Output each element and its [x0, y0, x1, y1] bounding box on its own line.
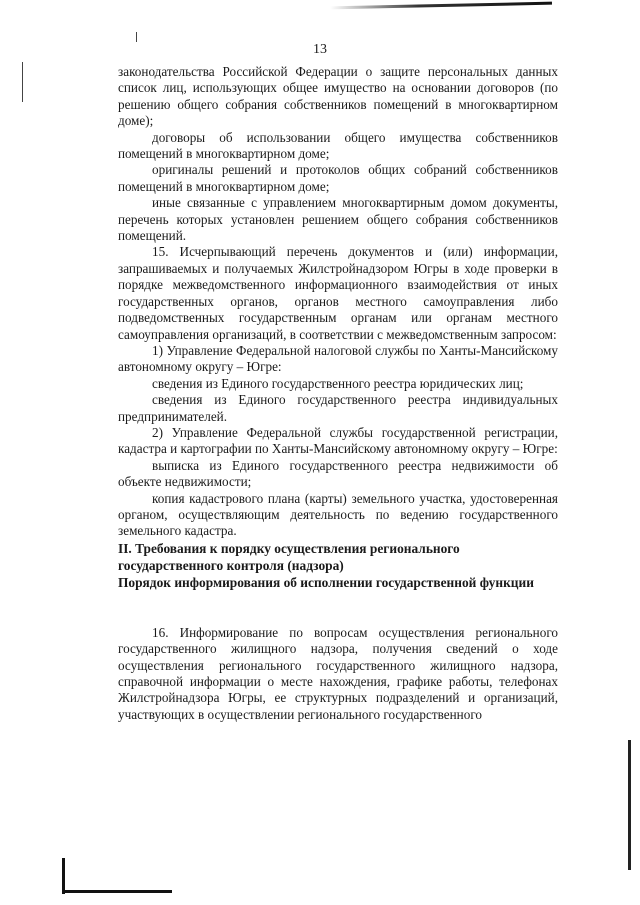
- paragraph: 2) Управление Федеральной службы государственной регистрации, кадастра и картографии по Ханты-Мансийскому автономному округу – Югре:: [118, 424, 558, 457]
- paragraph: сведения из Единого государственного реестра юридических лиц;: [152, 375, 524, 391]
- paragraph: оригиналы решений и протоколов общих собраний собственников помещений в многоквартирном доме;: [118, 162, 558, 194]
- section-heading-line2: государственного контроля (надзора): [118, 557, 344, 573]
- paragraph: законодательства Российской Федерации о защите персональных данных список лиц, использующих общее имущество на основании договоров (по решению общего собрания собственников помещений в многоквартирном доме);: [118, 64, 558, 129]
- paragraph-16: 16. Информирование по вопросам осуществления регионального государственного жилищного надзора, получения сведений о ходе осуществления регионального государственного жилищного надзора, справочной информации о месте нахождения, графике работы, телефонах Жилстройнадзора Югры, ее структурных подразделений и организаций, участвующих в осуществлении регионального государственного: [118, 624, 558, 722]
- section-heading-line1: II. Требования к порядку осуществления регионального: [118, 540, 460, 556]
- paragraph: договоры об использовании общего имущества собственников помещений в многоквартирном доме;: [118, 129, 558, 162]
- paragraph: сведения из Единого государственного реестра индивидуальных предпринимателей.: [118, 392, 558, 424]
- document-body: [118, 64, 558, 723]
- paragraph: выписка из Единого государственного реестра недвижимости об объекте недвижимости;: [118, 457, 558, 490]
- paragraph-15: 15. Исчерпывающий перечень документов и (или) информации, запрашиваемых и получаемых Жилстройнадзором Югры в ходе проверки в порядке межведомственного информационного взаимодействия от иных государственных органов, органов местного самоуправления либо подведомственных государственным органам или органам местного самоуправления организаций, в соответствии с межведомственным запросом:: [118, 244, 558, 342]
- scan-artifact-bottom-corner-vertical: [62, 858, 65, 894]
- spacer: [118, 591, 558, 625]
- scan-artifact-bottom-corner-horizontal: [62, 890, 172, 893]
- subsection-heading: Порядок информирования об исполнении государственной функции: [118, 574, 534, 590]
- scan-artifact-tick: [136, 32, 137, 42]
- scan-artifact-top-line: [330, 2, 552, 10]
- scan-artifact-right-edge: [628, 740, 631, 870]
- page-number: 13: [313, 42, 327, 57]
- scan-artifact-left-mark: [22, 62, 23, 102]
- paragraph: копия кадастрового плана (карты) земельного участка, удостоверенная органом, осуществляющим деятельность по ведению государственного земельного кадастра.: [118, 490, 558, 539]
- paragraph: 1) Управление Федеральной налоговой службы по Ханты-Мансийскому автономному округу – Югре:: [118, 342, 558, 375]
- paragraph: иные связанные с управлением многоквартирным домом документы, перечень которых установлен решением общего собрания собственников помещений.: [118, 195, 558, 244]
